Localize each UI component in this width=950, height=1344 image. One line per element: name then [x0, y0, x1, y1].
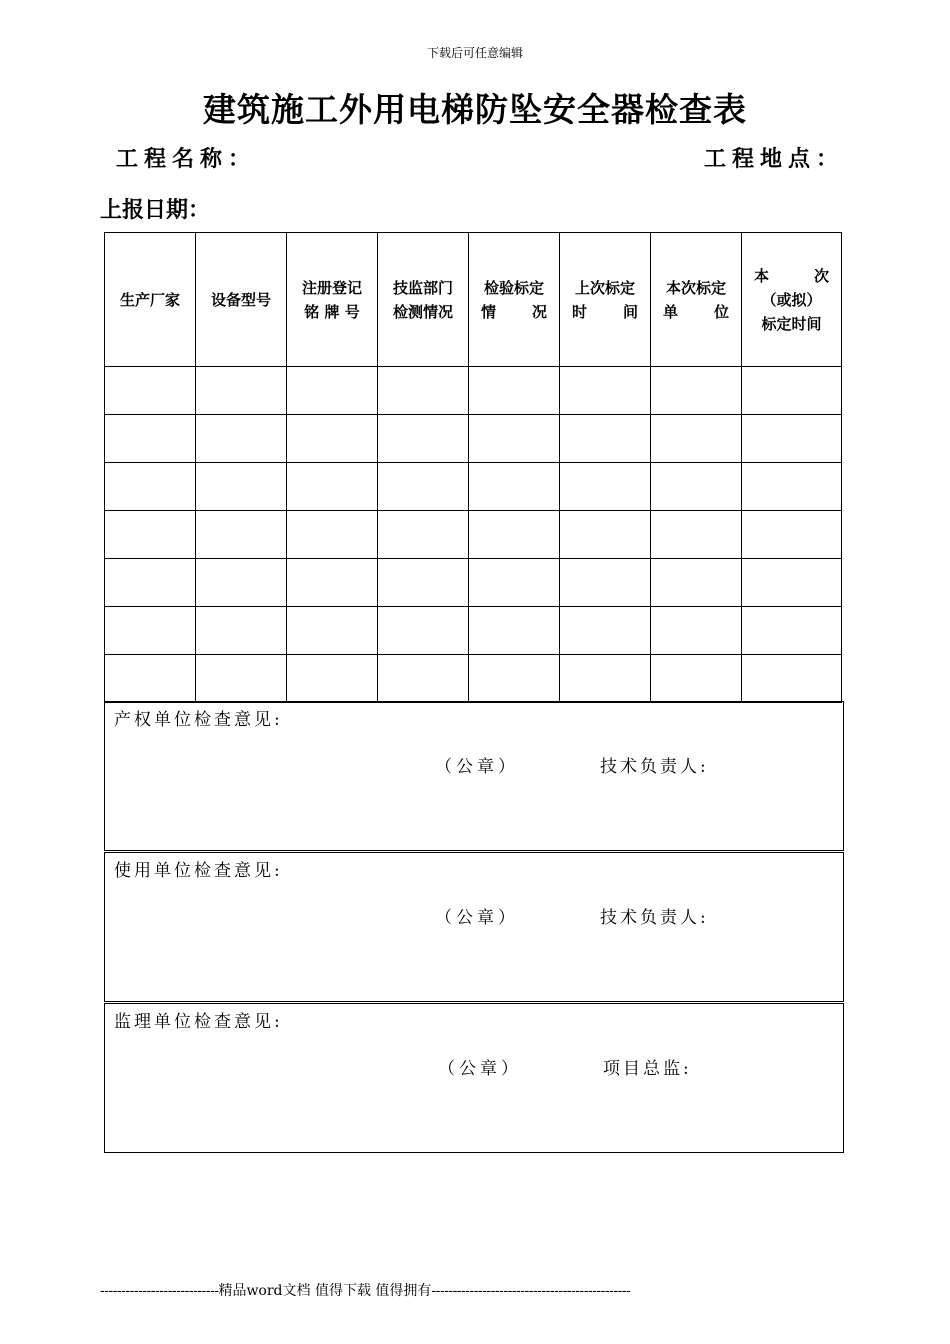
- section-label: 使用单位检查意见:: [114, 861, 283, 881]
- table-cell: [196, 415, 287, 463]
- table-cell: [105, 415, 196, 463]
- table-cell: [742, 511, 842, 559]
- table-cell: [378, 367, 469, 415]
- column-header-line: 单 位: [663, 302, 729, 321]
- table-cell: [560, 463, 651, 511]
- column-header: [196, 233, 287, 367]
- column-header-line: 时 间: [572, 302, 638, 321]
- table-cell: [560, 415, 651, 463]
- column-header-line: 检验标定: [483, 278, 544, 297]
- column-header-line: 本 次: [754, 266, 829, 285]
- table-cell: [560, 607, 651, 655]
- table-cell: [196, 463, 287, 511]
- column-header-line: （或拟）: [761, 290, 822, 309]
- table-cell: [378, 607, 469, 655]
- table-cell: [742, 463, 842, 511]
- column-header: [378, 233, 469, 367]
- table-header-row: [105, 233, 842, 367]
- table-cell: [742, 655, 842, 703]
- table-cell: [105, 655, 196, 703]
- table-row: [105, 367, 842, 415]
- column-header-line: 铭 牌 号: [304, 302, 360, 321]
- signer-label: 技术负责人:: [600, 757, 709, 777]
- section-label: 产权单位检查意见:: [114, 710, 283, 730]
- table-cell: [196, 559, 287, 607]
- table-cell: [651, 607, 742, 655]
- top-note: 下载后可任意编辑: [426, 46, 523, 60]
- official-seal-label: （公章）: [435, 908, 519, 928]
- table-cell: [560, 655, 651, 703]
- table-cell: [651, 511, 742, 559]
- table-cell: [560, 511, 651, 559]
- column-header-line: 技监部门: [392, 278, 453, 297]
- table-cell: [287, 367, 378, 415]
- table-cell: [287, 463, 378, 511]
- table-row: [105, 655, 842, 703]
- table-cell: [469, 607, 560, 655]
- table-row: [105, 511, 842, 559]
- supervision-unit-section: [104, 1003, 844, 1153]
- table-cell: [560, 367, 651, 415]
- table-cell: [378, 559, 469, 607]
- table-row: [105, 463, 842, 511]
- column-header-line: 生产厂家: [119, 290, 180, 309]
- project-name-label: 工程名称：: [116, 146, 257, 172]
- column-header-line: 上次标定: [574, 278, 635, 297]
- footer: [100, 1280, 630, 1300]
- column-header: [560, 233, 651, 367]
- property-unit-section: [104, 701, 844, 851]
- column-header: [651, 233, 742, 367]
- table-cell: [287, 559, 378, 607]
- column-header: [742, 233, 842, 367]
- table-cell: [469, 655, 560, 703]
- table-cell: [196, 511, 287, 559]
- table-cell: [742, 559, 842, 607]
- table-cell: [469, 367, 560, 415]
- signer-label: 项目总监:: [603, 1059, 692, 1079]
- footer-right-dashes: -----------------------------------------------: [431, 1283, 631, 1299]
- user-unit-section: [104, 852, 844, 1002]
- table-cell: [651, 655, 742, 703]
- table-cell: [469, 511, 560, 559]
- table-cell: [378, 415, 469, 463]
- table-row: [105, 559, 842, 607]
- report-date-label: 上报日期：: [100, 197, 211, 223]
- table-cell: [651, 367, 742, 415]
- column-header-line: 标定时间: [761, 314, 822, 333]
- footer-left-dashes: ----------------------------: [100, 1283, 219, 1299]
- table-cell: [469, 463, 560, 511]
- column-header: [105, 233, 196, 367]
- table-cell: [287, 655, 378, 703]
- table-cell: [196, 607, 287, 655]
- table-cell: [378, 655, 469, 703]
- table-cell: [105, 559, 196, 607]
- official-seal-label: （公章）: [435, 757, 519, 777]
- table-cell: [105, 511, 196, 559]
- table-cell: [378, 463, 469, 511]
- table-cell: [287, 415, 378, 463]
- column-header-line: 注册登记: [301, 278, 362, 297]
- inspection-table: [104, 232, 842, 703]
- table-body: [105, 367, 842, 703]
- project-location-label: 工程地点：: [704, 146, 845, 172]
- table-cell: [378, 511, 469, 559]
- column-header-line: 检测情况: [392, 302, 453, 321]
- footer-text: 精品word文档 值得下载 值得拥有: [218, 1283, 432, 1299]
- section-label: 监理单位检查意见:: [114, 1012, 283, 1032]
- table-cell: [742, 367, 842, 415]
- table-cell: [105, 367, 196, 415]
- official-seal-label: （公章）: [438, 1059, 522, 1079]
- column-header: [287, 233, 378, 367]
- column-header-line: 情 况: [481, 302, 547, 321]
- table-cell: [651, 415, 742, 463]
- table-cell: [287, 607, 378, 655]
- table-cell: [469, 559, 560, 607]
- table-cell: [651, 463, 742, 511]
- document-title: 建筑施工外用电梯防坠安全器检查表: [203, 90, 747, 129]
- column-header-line: 本次标定: [665, 278, 726, 297]
- table-cell: [287, 511, 378, 559]
- table-cell: [651, 559, 742, 607]
- table-cell: [196, 655, 287, 703]
- table-cell: [742, 415, 842, 463]
- column-header: [469, 233, 560, 367]
- table-cell: [196, 367, 287, 415]
- table-cell: [105, 463, 196, 511]
- signer-label: 技术负责人:: [600, 908, 709, 928]
- column-header-line: 设备型号: [210, 290, 271, 309]
- table-cell: [105, 607, 196, 655]
- table-cell: [469, 415, 560, 463]
- table-cell: [742, 607, 842, 655]
- table-row: [105, 607, 842, 655]
- table-cell: [560, 559, 651, 607]
- table-row: [105, 415, 842, 463]
